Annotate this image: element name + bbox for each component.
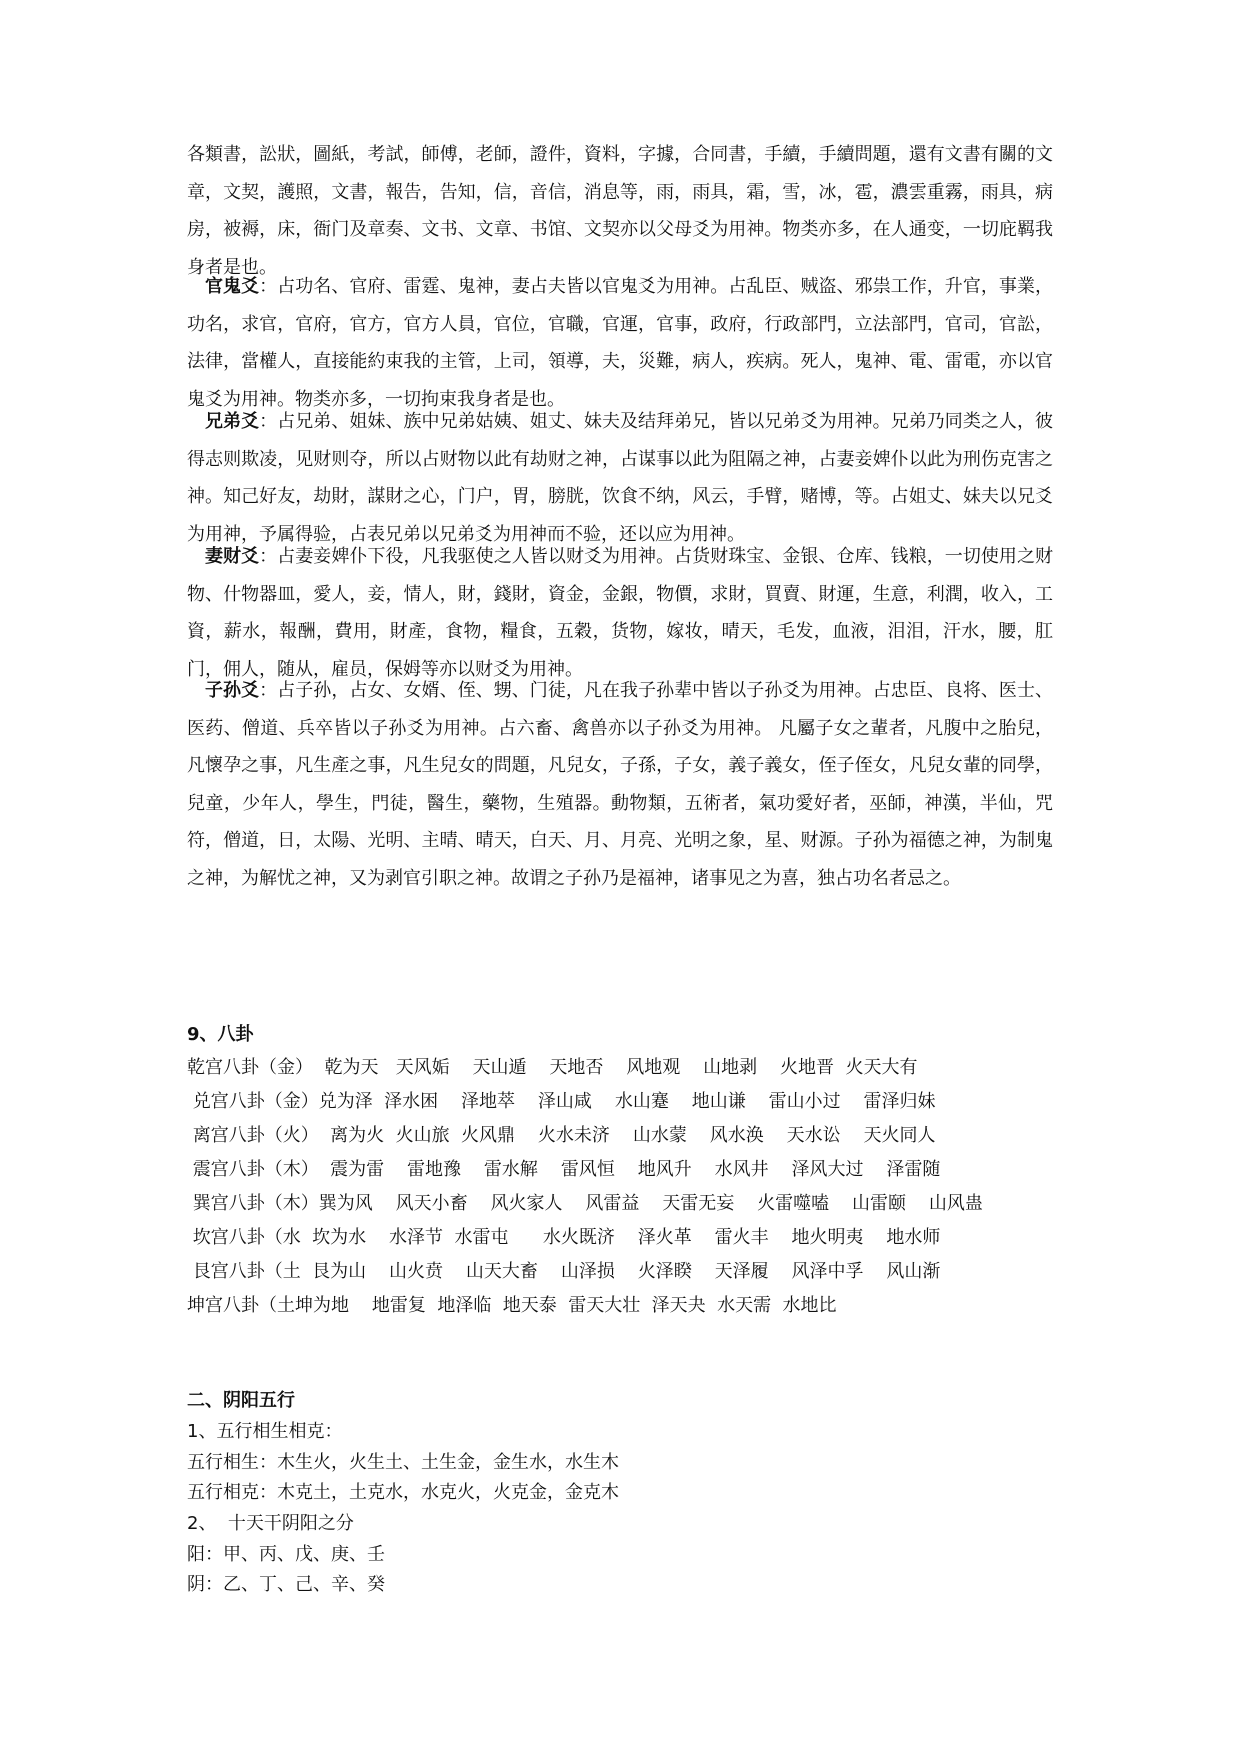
paragraph-lead: 子孙爻 — [205, 680, 260, 701]
gua-row: 艮宫八卦（土 艮为山 山火贲 山天大畜 山泽损 火泽睽 天泽履 风泽中孚 风山渐 — [187, 1261, 941, 1282]
gua-row: 兑宫八卦（金）兑为泽 泽水困 泽地萃 泽山咸 水山蹇 地山谦 雷山小过 雷泽归妹 — [187, 1091, 936, 1112]
text-line: 1、五行相生相克： — [187, 1421, 343, 1442]
paragraph-lead: 兄弟爻 — [205, 411, 260, 432]
paragraph-text: ：占功名、官府、雷霆、鬼神，妻占夫皆以官鬼爻为用神。占乱臣、贼盗、邪祟工作，升官，事業，功名，求官，官府，官方，官方人員，官位，官職，官運，官事，政府，行政部門，立法部門，官司，官訟，法律，當權人，直接能約束我的主管，上司，領導，夫，災難，病人，疾病。死人，鬼神、電、雷電，亦以官鬼爻为用神。物类亦多，一切拘束我身者是也。 — [187, 276, 1054, 410]
gua-row: 离宫八卦（火） 离为火 火山旅 火风鼎 火水未济 山水蒙 风水涣 天水讼 天火同人 — [187, 1125, 936, 1146]
gua-row: 震宫八卦（木） 震为雷 雷地豫 雷水解 雷风恒 地风升 水风井 泽风大过 泽雷随 — [187, 1159, 941, 1180]
gua-row: 巽宫八卦（木）巽为风 风天小畜 风火家人 风雷益 天雷无妄 火雷噬嗑 山雷颐 山风蛊 — [187, 1193, 983, 1214]
paragraph-zisun — [187, 672, 1053, 897]
paragraph-text: ：占兄弟、姐妹、族中兄弟姑姨、姐丈、妹夫及结拜弟兄，皆以兄弟爻为用神。兄弟乃同类之人，彼得志则欺凌，见财则夺，所以占财物以此有劫财之神，占谋事以此为阻隔之神，占妻妾婢仆以此为刑伤克害之神。知己好友，劫財，謀財之心，门户，胃，膀胱，饮食不纳，风云，手臂，赌博，等。占姐丈、妹夫以兄爻为用神，予属得验，占表兄弟以兄弟爻为用神而不验，还以应为用神。 — [187, 411, 1054, 545]
paragraph-qicai — [187, 538, 1053, 688]
paragraph-guangui — [187, 268, 1053, 418]
text-line: 五行相克：木克土，土克水，水克火，火克金，金克木 — [187, 1482, 619, 1503]
paragraph-fumu — [187, 136, 1053, 286]
section-heading-bagua: 9、八卦 — [187, 1024, 254, 1045]
text-line: 阴：乙、丁、己、辛、癸 — [187, 1574, 385, 1595]
text-line: 2、 十天干阴阳之分 — [187, 1513, 354, 1534]
paragraph-lead: 妻财爻 — [205, 546, 260, 567]
gua-row: 坤宫八卦（土坤为地 地雷复 地泽临 地天泰 雷天大壮 泽天夬 水天需 水地比 — [187, 1295, 837, 1316]
text-line: 阳：甲、丙、戊、庚、壬 — [187, 1544, 385, 1565]
gua-row: 乾宫八卦（金） 乾为天 天风姤 天山遁 天地否 风地观 山地剥 火地晋 火天大有 — [187, 1057, 918, 1078]
paragraph-text: ：占妻妾婢仆下役，凡我驱使之人皆以财爻为用神。占货财珠宝、金银、仓库、钱粮，一切使用之财物、什物器皿，愛人，妾，情人，財，錢財，資金，金銀，物價，求財，買賣、財運，生意，利潤，收入，工資，薪水，報酬，費用，財產，食物，糧食，五穀，货物，嫁妆，晴天，毛发，血液，泪泪，汗水，腰，肛门，佣人，随从，雇员，保姆等亦以财爻为用神。 — [187, 546, 1054, 680]
paragraph-xiongdi — [187, 403, 1053, 553]
paragraph-text: 各類書，訟狀，圖紙，考試，師傅，老師，證件，資料，字據，合同書，手續，手續問題，還有文書有關的文章，文契，護照，文書，報告，告知，信，音信，消息等，雨，雨具，霜，雪，冰，雹，濃雲重霧，雨具，病房，被褥，床，衙门及章奏、文书、文章、书馆、文契亦以父母爻为用神。物类亦多，在人通变，一切庇羁我身者是也。 — [187, 144, 1053, 278]
text-line: 五行相生：木生火，火生土、土生金，金生水，水生木 — [187, 1452, 619, 1473]
gua-row: 坎宫八卦（水 坎为水 水泽节 水雷屯 水火既济 泽火革 雷火丰 地火明夷 地水师 — [187, 1227, 941, 1248]
paragraph-lead: 官鬼爻 — [205, 276, 260, 297]
paragraph-text: ：占子孙，占女、女婿、侄、甥、门徒，凡在我子孙辈中皆以子孙爻为用神。占忠臣、良将、医士、医药、僧道、兵卒皆以子孙爻为用神。占六畜、禽兽亦以子孙爻为用神。 凡屬子女之輩者，凡腹中之胎兒，凡懷孕之事，凡生產之事，凡生兒女的問題，凡兒女，子孫，子女，義子義女，侄子侄女，凡兒女輩的同學，兒童，少年人，學生，門徒，醫生，藥物，生殖器。動物類，五術者，氣功愛好者，巫師，神漢，半仙，咒符，僧道，日，太陽、光明、主晴、晴天，白天、月、月亮、光明之象，星、财源。子孙为福德之神，为制鬼之神，为解忧之神，又为剥官引职之神。故谓之子孙乃是福神，诸事见之为喜，独占功名者忌之。 — [187, 680, 1054, 889]
section-heading-yinyang: 二、阴阳五行 — [187, 1390, 295, 1411]
